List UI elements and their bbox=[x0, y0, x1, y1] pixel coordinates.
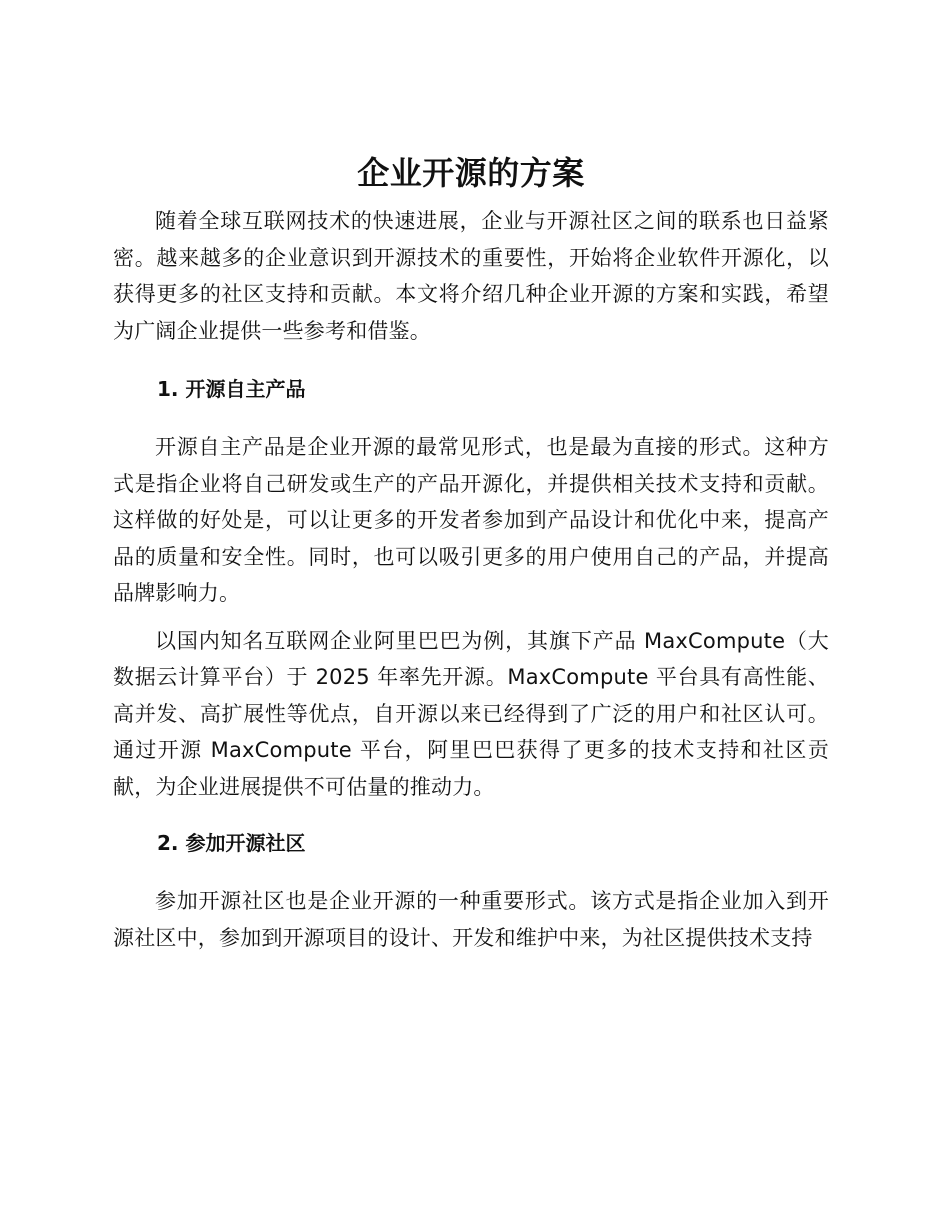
section-1-paragraph-2: 以国内知名互联网企业阿里巴巴为例，其旗下产品 MaxCompute（大数据云计算平台）于 2025 年率先开源。MaxCompute 平台具有高性能、高并发、高扩展性等优点，自开源以来已经得到了广泛的用户和社区认可。通过开源 MaxCompute 平台，阿里巴巴获得了更多的技术支持和社区贡献，为企业进展提供不可估量的推动力。 bbox=[113, 628, 829, 799]
document-body bbox=[113, 150, 829, 956]
section-heading-1: 1. 开源自主产品 bbox=[157, 377, 306, 401]
section-heading-2: 2. 参加开源社区 bbox=[157, 831, 306, 855]
intro-paragraph: 随着全球互联网技术的快速进展，企业与开源社区之间的联系也日益紧密。越来越多的企业意识到开源技术的重要性，开始将企业软件开源化，以获得更多的社区支持和贡献。本文将介绍几种企业开源的方案和实践，希望为广阔企业提供一些参考和借鉴。 bbox=[113, 209, 829, 343]
section-1-paragraph-1: 开源自主产品是企业开源的最常见形式，也是最为直接的形式。这种方式是指企业将自己研发或生产的产品开源化，并提供相关技术支持和贡献。这样做的好处是，可以让更多的开发者参加到产品设计和优化中来，提高产品的质量和安全性。同时，也可以吸引更多的用户使用自己的产品，并提高品牌影响力。 bbox=[113, 435, 829, 605]
section-2-paragraph-1: 参加开源社区也是企业开源的一种重要形式。该方式是指企业加入到开源社区中，参加到开源项目的设计、开发和维护中来，为社区提供技术支持 bbox=[113, 889, 829, 950]
document-title: 企业开源的方案 bbox=[357, 154, 585, 192]
